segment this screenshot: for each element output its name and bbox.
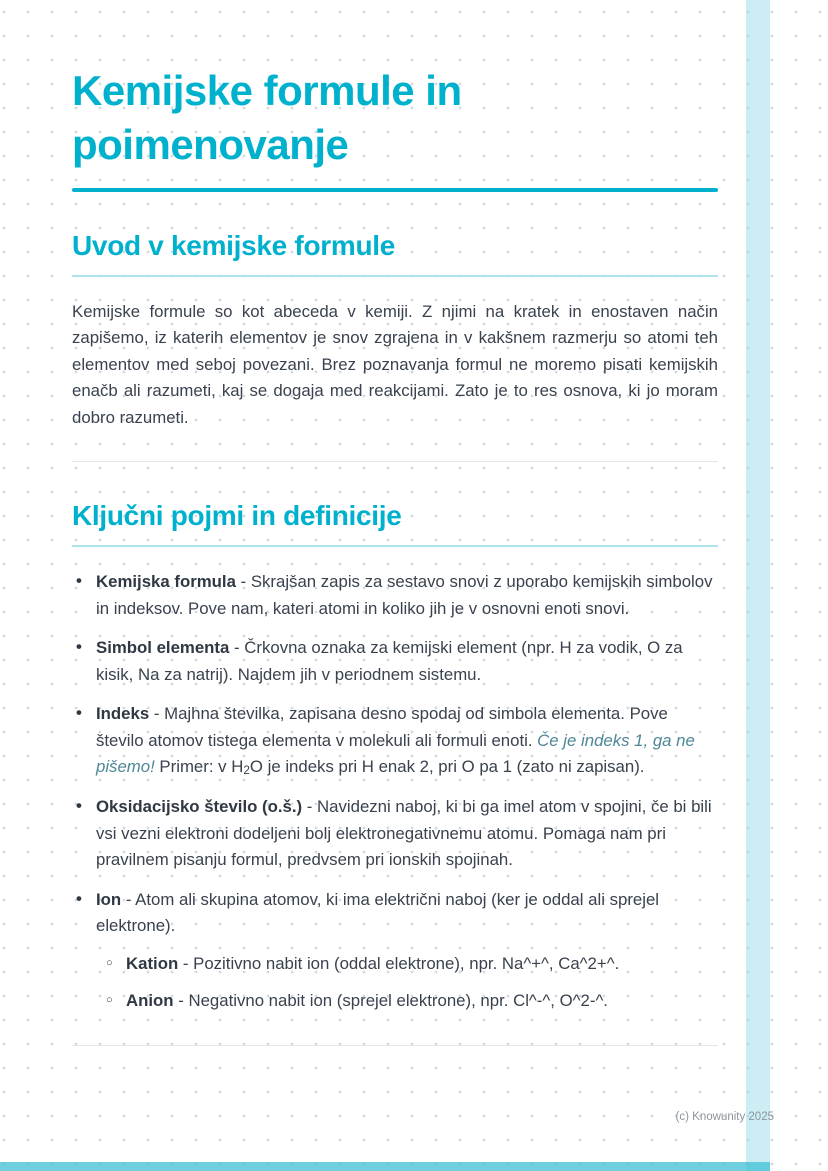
term-label: Oksidacijsko število (o.š.) <box>96 797 303 817</box>
list-item-kation <box>104 951 718 978</box>
term-label: Simbol elementa <box>96 638 230 658</box>
bottom-divider <box>72 1045 718 1046</box>
intro-paragraph: Kemijske formule so kot abeceda v kemiji. Z njimi na kratek in enostaven način zapišemo, iz katerih elementov je snov zgrajena in v kakšnem razmerju so atomi teh elementov med seboj povezani. Brez poznavanja formul ne moremo pisati kemijskih enačb ali razumeti, kaj se dogaja med reakcijami. Zato je to res osnova, ki jo moram dobro razumeti. <box>72 301 718 427</box>
page-title: Kemijske formule in poimenovanje <box>72 67 462 168</box>
term-definition: Primer: v H <box>154 757 244 777</box>
term-label: Indeks <box>96 704 150 724</box>
term-label: Kation <box>126 953 179 973</box>
list-item-ion <box>72 887 718 1015</box>
section-intro <box>72 230 718 432</box>
term-definition: - Negativno nabit ion (sprejel elektrone), npr. Cl^-^, O^2-^. <box>173 991 608 1011</box>
section-divider <box>72 461 718 462</box>
term-definition: - Skrajšan zapis za sestavo snovi z uporabo kemijskih simbolov in indeksov. Pove nam, kateri atomi in koliko jih je v osnovni enoti snovi. <box>96 572 713 618</box>
term-definition: - Navidezni naboj, ki bi ga imel atom v spojini, če bi bili vsi vezni elektroni dodeljeni bolj elektronegativnemu atomu. Pomaga nam pri pravilnem pisanju formul, predvsem pri ionskih spojinah. <box>96 797 712 870</box>
term-definition: - Pozitivno nabit ion (oddal elektrone), npr. Na^+^, Ca^2+^. <box>178 953 620 973</box>
list-item-anion <box>104 988 718 1015</box>
list-item-oksidacijsko-stevilo <box>72 794 718 874</box>
term-definition: O je indeks pri H enak 2, pri O pa 1 (zato ni zapisan). <box>249 757 645 777</box>
term-label: Anion <box>126 991 174 1011</box>
title-rule <box>72 188 718 192</box>
ion-sublist <box>104 951 718 1015</box>
term-definition: - Atom ali skupina atomov, ki ima električni naboj (ker je oddal ali sprejel elektrone). <box>96 889 660 936</box>
section-heading-intro: Uvod v kemijske formule <box>72 230 718 277</box>
page-content <box>72 64 718 1046</box>
term-label: Ion <box>96 889 122 909</box>
right-margin-stripe <box>746 0 770 1171</box>
term-definition: - Črkovna oznaka za kemijski element (npr. H za vodik, O za kisik, Na za natrij). Najdem jih v periodnem sistemu. <box>96 638 683 684</box>
terms-list <box>72 569 718 1015</box>
term-definition: - Majhna številka, zapisana desno spodaj od simbola elementa. Pove število atomov tistega elementa v molekuli ali formuli enoti. <box>96 704 668 750</box>
section-heading-key-terms: Ključni pojmi in definicije <box>72 500 718 547</box>
copyright-footer: (c) Knowunity 2025 <box>675 1111 774 1123</box>
formula-subscript: 2 <box>243 764 250 778</box>
list-item-kemijska-formula <box>72 569 718 622</box>
bottom-page-edge <box>0 1162 770 1171</box>
list-item-simbol-elementa <box>72 635 718 688</box>
italic-note: Če je indeks 1, ga ne pišemo! <box>96 730 695 777</box>
term-label: Kemijska formula <box>96 572 236 592</box>
list-item-indeks <box>72 701 718 781</box>
section-key-terms <box>72 500 718 1015</box>
